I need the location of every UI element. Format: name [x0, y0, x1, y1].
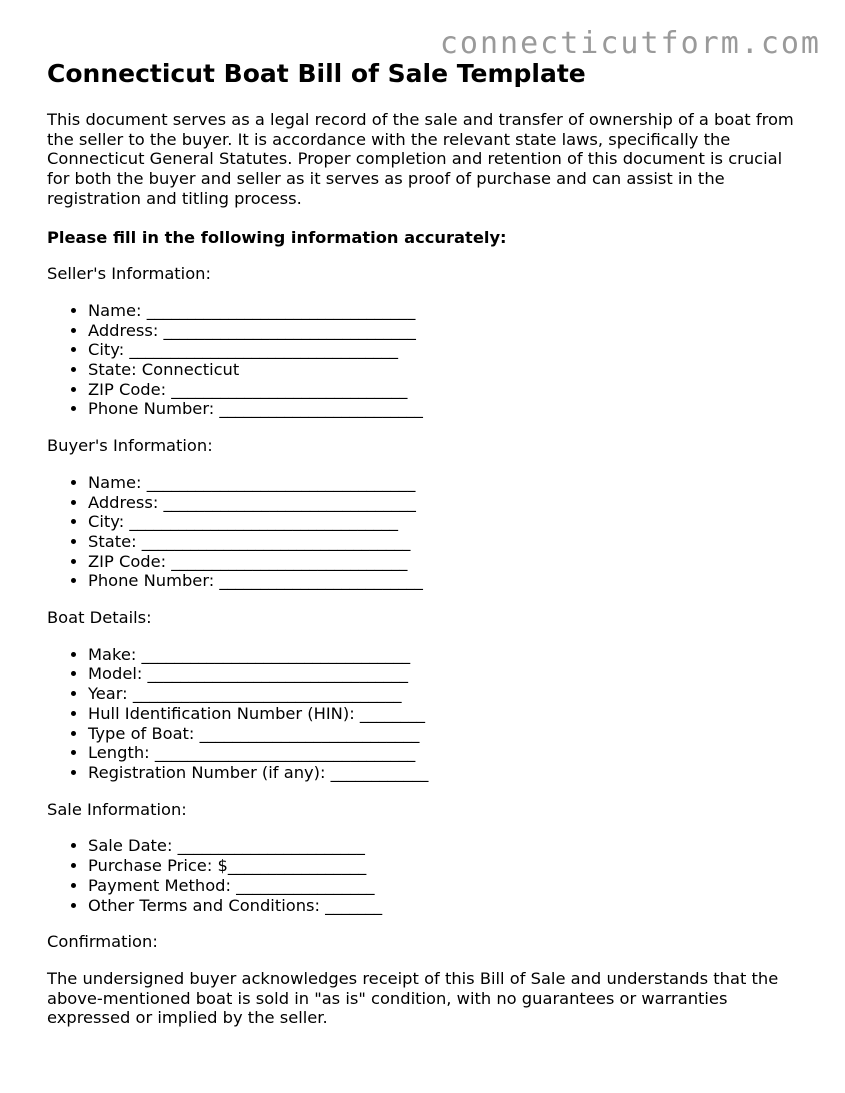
seller-fields-list [47, 301, 807, 419]
buyer-fields-list [47, 473, 807, 591]
document-title: Connecticut Boat Bill of Sale Template [47, 59, 586, 88]
sale-price-field: • Purchase Price: $_________________ [88, 856, 807, 876]
seller-name-field: • Name: _________________________________ [88, 301, 807, 321]
boat-registration-field: • Registration Number (if any): ____________ [88, 763, 807, 783]
sale-date-field: • Sale Date: _______________________ [88, 836, 807, 856]
boat-model-field: • Model: ________________________________ [88, 664, 807, 684]
sale-section-label: Sale Information: [47, 799, 187, 819]
sale-other-terms-field: • Other Terms and Conditions: _______ [88, 896, 807, 916]
buyer-name-field: • Name: _________________________________ [88, 473, 807, 493]
boat-make-field: • Make: _________________________________ [88, 645, 807, 665]
sale-fields-list [47, 836, 807, 915]
confirmation-paragraph: The undersigned buyer acknowledges receipt of this Bill of Sale and understands that the above-mentioned boat is sold in "as is" condition, with no guarantees or warranties expressed or implied by the seller. [47, 968, 779, 1028]
seller-city-field: • City: _________________________________ [88, 340, 807, 360]
seller-phone-field: • Phone Number: _________________________ [88, 399, 807, 419]
boat-length-field: • Length: ________________________________ [88, 743, 807, 763]
seller-zip-field: • ZIP Code: _____________________________ [88, 380, 807, 400]
buyer-address-field: • Address: _______________________________ [88, 493, 807, 513]
boat-section-label: Boat Details: [47, 608, 152, 628]
watermark-text: connecticutform.com [439, 26, 821, 61]
boat-hin-field: • Hull Identification Number (HIN): ________ [88, 704, 807, 724]
seller-state-field: • State: Connecticut [88, 360, 807, 380]
document-body [47, 58, 807, 1028]
buyer-section-label: Buyer's Information: [47, 436, 213, 456]
boat-type-field: • Type of Boat: ___________________________ [88, 724, 807, 744]
boat-fields-list [47, 645, 807, 783]
intro-paragraph: This document serves as a legal record of the sale and transfer of ownership of a boat from the seller to the buyer. It is accordance with the relevant state laws, specifically the Connecticut General Statutes. Proper completion and retention of this document is crucial for both the buyer and seller as it serves as proof of purchase and can assist in the registration and titling process. [47, 110, 794, 208]
buyer-state-field: • State: _________________________________ [88, 532, 807, 552]
confirmation-section-label: Confirmation: [47, 932, 158, 952]
buyer-phone-field: • Phone Number: _________________________ [88, 571, 807, 591]
buyer-city-field: • City: _________________________________ [88, 512, 807, 532]
boat-year-field: • Year: _________________________________ [88, 684, 807, 704]
seller-section-label: Seller's Information: [47, 264, 211, 284]
seller-address-field: • Address: _______________________________ [88, 321, 807, 341]
sale-payment-method-field: • Payment Method: _________________ [88, 876, 807, 896]
instruction-heading: Please fill in the following information accurately: [47, 227, 507, 247]
buyer-zip-field: • ZIP Code: _____________________________ [88, 552, 807, 572]
